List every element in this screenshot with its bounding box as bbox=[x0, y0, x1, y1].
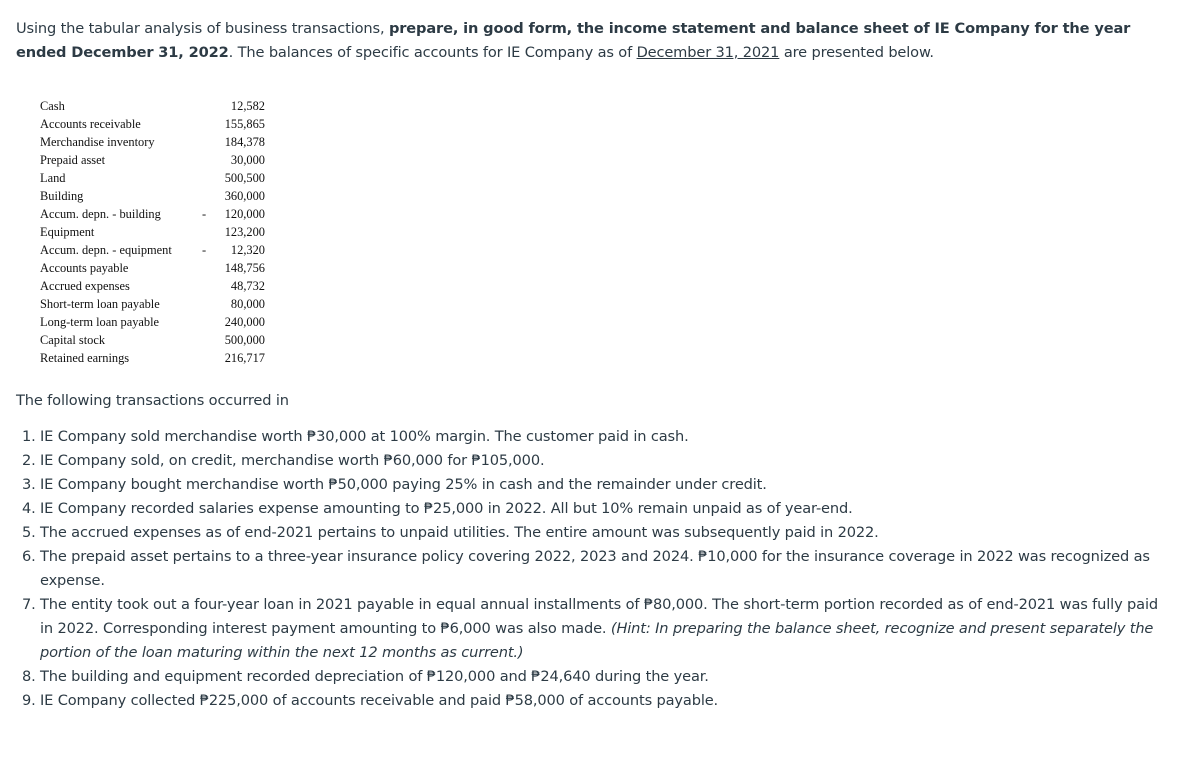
account-name: Accum. depn. - equipment bbox=[40, 243, 172, 257]
balance-row bbox=[40, 205, 280, 223]
transactions-list bbox=[22, 425, 1172, 713]
account-name: Equipment bbox=[40, 225, 95, 239]
account-balance: 500,500 bbox=[224, 171, 265, 185]
transaction-number: 1. bbox=[22, 428, 36, 445]
account-balance: 48,732 bbox=[230, 279, 265, 293]
account-balance: 216,717 bbox=[224, 351, 265, 365]
account-balance: 240,000 bbox=[224, 315, 265, 329]
transaction-number: 2. bbox=[22, 452, 36, 469]
balance-row bbox=[40, 169, 280, 187]
transaction-number: 3. bbox=[22, 476, 36, 493]
account-balance: 120,000 bbox=[224, 207, 265, 221]
transaction-number: 5. bbox=[22, 524, 36, 541]
account-balance: 30,000 bbox=[230, 153, 265, 167]
transaction-text: IE Company sold merchandise worth ₱30,000 at 100% margin. The customer paid in cash. bbox=[40, 428, 689, 445]
transaction-text: IE Company collected ₱225,000 of accounts receivable and paid ₱58,000 of accounts payable. bbox=[40, 692, 719, 709]
account-name: Capital stock bbox=[40, 333, 106, 347]
balance-row bbox=[40, 133, 280, 151]
balance-row bbox=[40, 187, 280, 205]
account-balance: 360,000 bbox=[224, 189, 265, 203]
intro-text: . The balances of specific accounts for IE Company as of bbox=[228, 44, 637, 61]
transaction-item bbox=[22, 545, 1172, 593]
negative-marker: - bbox=[202, 243, 207, 257]
account-balance: 155,865 bbox=[224, 117, 265, 131]
balance-row bbox=[40, 331, 280, 349]
account-name: Cash bbox=[40, 99, 65, 113]
transaction-hint: (Hint: In preparing the balance sheet, recognize and present separately the portion of the loan maturing within the next 12 months as current.) bbox=[40, 620, 1154, 661]
transaction-text: The entity took out a four-year loan in 2021 payable in equal annual installments of ₱80,000. The short-term portion recorded as of end-2021 was fully paid in 2022. Corresponding interest payment amounting to ₱6,000 was also made. bbox=[40, 596, 1158, 637]
balance-row bbox=[40, 277, 280, 295]
transaction-number: 4. bbox=[22, 500, 36, 517]
intro-text: Using the tabular analysis of business transactions, bbox=[16, 20, 389, 37]
account-name: Long-term loan payable bbox=[40, 315, 160, 329]
account-name: Accounts payable bbox=[40, 261, 129, 275]
transaction-text: The prepaid asset pertains to a three-year insurance policy covering 2022, 2023 and 2024. ₱10,000 for the insurance coverage in 2022 was recognized as expense. bbox=[40, 548, 1150, 589]
balance-row bbox=[40, 151, 280, 169]
account-balance: 148,756 bbox=[224, 261, 265, 275]
transaction-item bbox=[22, 521, 1172, 545]
account-name: Land bbox=[40, 171, 66, 185]
transaction-item bbox=[22, 449, 1172, 473]
balance-row bbox=[40, 115, 280, 133]
account-name: Building bbox=[40, 189, 84, 203]
balance-row bbox=[40, 241, 280, 259]
transaction-item bbox=[22, 689, 1172, 713]
account-balances-table bbox=[40, 97, 280, 367]
account-name: Accrued expenses bbox=[40, 279, 130, 293]
account-name: Prepaid asset bbox=[40, 153, 106, 167]
intro-bold-instruction: prepare, in good form, the income statement and balance sheet of IE Company for the year ended December 31, 2022 bbox=[16, 20, 1131, 61]
account-balance: 184,378 bbox=[224, 135, 265, 149]
account-balance: 123,200 bbox=[224, 225, 265, 239]
transaction-number: 9. bbox=[22, 692, 36, 709]
balance-row bbox=[40, 259, 280, 277]
transaction-item bbox=[22, 425, 1172, 449]
transaction-item bbox=[22, 473, 1172, 497]
account-name: Accum. depn. - building bbox=[40, 207, 161, 221]
transaction-item bbox=[22, 593, 1172, 665]
transaction-text: IE Company bought merchandise worth ₱50,000 paying 25% in cash and the remainder under credit. bbox=[40, 476, 767, 493]
balance-row bbox=[40, 295, 280, 313]
balance-row bbox=[40, 97, 280, 115]
account-balance: 80,000 bbox=[230, 297, 265, 311]
transaction-text: The accrued expenses as of end-2021 pertains to unpaid utilities. The entire amount was subsequently paid in 2022. bbox=[40, 524, 879, 541]
transaction-text: IE Company sold, on credit, merchandise worth ₱60,000 for ₱105,000. bbox=[40, 452, 545, 469]
intro-text: are presented below. bbox=[779, 44, 934, 61]
balance-row bbox=[40, 349, 280, 367]
transaction-number: 7. bbox=[22, 596, 36, 613]
account-name: Short-term loan payable bbox=[40, 297, 160, 311]
balance-row bbox=[40, 313, 280, 331]
transaction-item bbox=[22, 665, 1172, 689]
intro-paragraph bbox=[16, 17, 1176, 65]
account-name: Merchandise inventory bbox=[40, 135, 155, 149]
account-balance: 12,582 bbox=[230, 99, 265, 113]
transaction-text: IE Company recorded salaries expense amounting to ₱25,000 in 2022. All but 10% remain unpaid as of year-end. bbox=[40, 500, 853, 517]
account-balance: 12,320 bbox=[230, 243, 265, 257]
transaction-item bbox=[22, 497, 1172, 521]
negative-marker: - bbox=[202, 207, 207, 221]
balance-row bbox=[40, 223, 280, 241]
transaction-text: The building and equipment recorded depreciation of ₱120,000 and ₱24,640 during the year. bbox=[40, 668, 709, 685]
account-name: Retained earnings bbox=[40, 351, 130, 365]
account-balance: 500,000 bbox=[224, 333, 265, 347]
following-transactions-heading: The following transactions occurred in bbox=[16, 392, 289, 409]
transaction-number: 8. bbox=[22, 668, 36, 685]
transaction-number: 6. bbox=[22, 548, 36, 565]
intro-date: December 31, 2021 bbox=[636, 44, 780, 61]
account-name: Accounts receivable bbox=[40, 117, 141, 131]
